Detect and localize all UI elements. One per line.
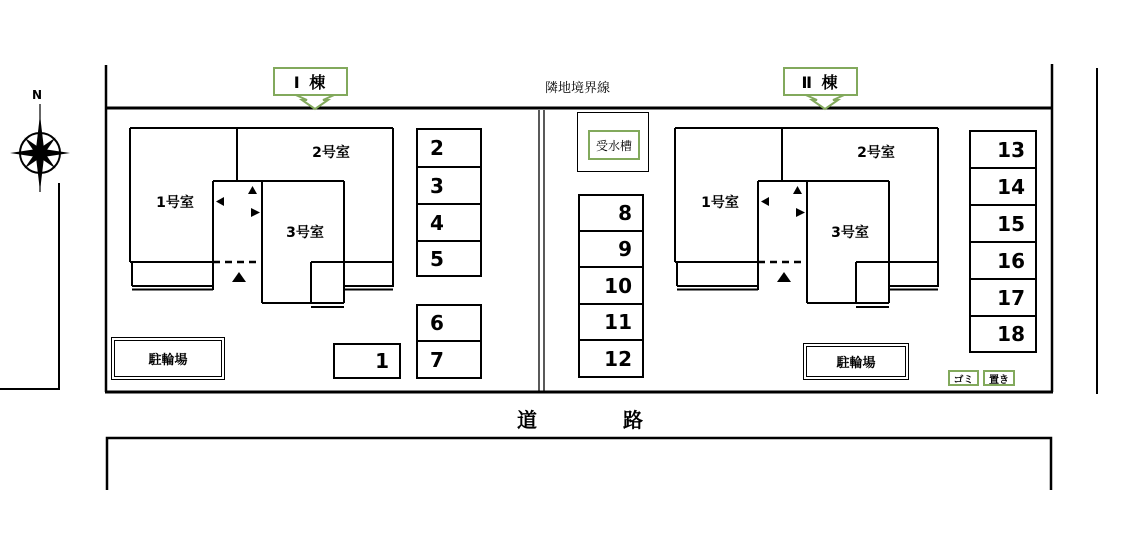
road-label bbox=[480, 404, 680, 433]
parking-space-18: 18 bbox=[969, 315, 1037, 353]
parking-space-4: 4 bbox=[416, 203, 482, 242]
parking-space-9: 9 bbox=[578, 230, 644, 268]
arrow-up-icon bbox=[248, 186, 257, 194]
road-far-side-line bbox=[107, 438, 1051, 490]
parking-space-7: 7 bbox=[416, 340, 482, 379]
b1-room3-label: 3号室 bbox=[286, 225, 324, 241]
parking-space-2: 2 bbox=[416, 128, 482, 168]
parking-space-3: 3 bbox=[416, 166, 482, 205]
road-char-2: 路 bbox=[623, 408, 643, 432]
parking-space-13: 13 bbox=[969, 130, 1037, 169]
b1-room1-label: 1号室 bbox=[156, 195, 194, 211]
garbage-label-2: 置き bbox=[983, 370, 1015, 386]
parking-space-16: 16 bbox=[969, 241, 1037, 280]
building-footprint bbox=[130, 128, 393, 307]
road-char-1: 道 bbox=[517, 408, 537, 432]
parking-space-5: 5 bbox=[416, 240, 482, 277]
left-boundary-line bbox=[0, 183, 59, 389]
bicycle-parking-1: 駐輪場 bbox=[114, 340, 222, 377]
parking-space-11: 11 bbox=[578, 303, 644, 341]
parking-space-15: 15 bbox=[969, 204, 1037, 243]
bicycle-parking-2: 駐輪場 bbox=[806, 346, 906, 377]
parking-space-12: 12 bbox=[578, 339, 644, 378]
parking-space-17: 17 bbox=[969, 278, 1037, 317]
compass-north-label: N bbox=[32, 88, 43, 102]
garbage-label-1: ゴミ bbox=[948, 370, 979, 386]
parking-space-1: 1 bbox=[333, 343, 401, 379]
entrance-marker-icon bbox=[232, 272, 246, 282]
building1-tag: Ⅰ 棟 bbox=[273, 67, 348, 96]
b2-room1-label: 1号室 bbox=[701, 195, 739, 211]
compass-icon bbox=[9, 104, 71, 192]
water-tank-enclosure bbox=[577, 112, 649, 172]
building2-tag: Ⅱ 棟 bbox=[783, 67, 858, 96]
arrow-left-icon bbox=[216, 197, 224, 206]
b1-room2-label: 2号室 bbox=[312, 145, 350, 161]
arrow-right-icon bbox=[251, 208, 260, 217]
b2-room2-label: 2号室 bbox=[857, 145, 895, 161]
parking-space-6: 6 bbox=[416, 304, 482, 342]
parking-space-10: 10 bbox=[578, 266, 644, 305]
b2-room3-label: 3号室 bbox=[831, 225, 869, 241]
boundary-label: 隣地境界線 bbox=[545, 81, 611, 96]
parking-space-8: 8 bbox=[578, 194, 644, 232]
water-tank-label: 受水槽 bbox=[588, 130, 640, 160]
parking-space-14: 14 bbox=[969, 167, 1037, 206]
building-footprint-2 bbox=[675, 128, 938, 307]
